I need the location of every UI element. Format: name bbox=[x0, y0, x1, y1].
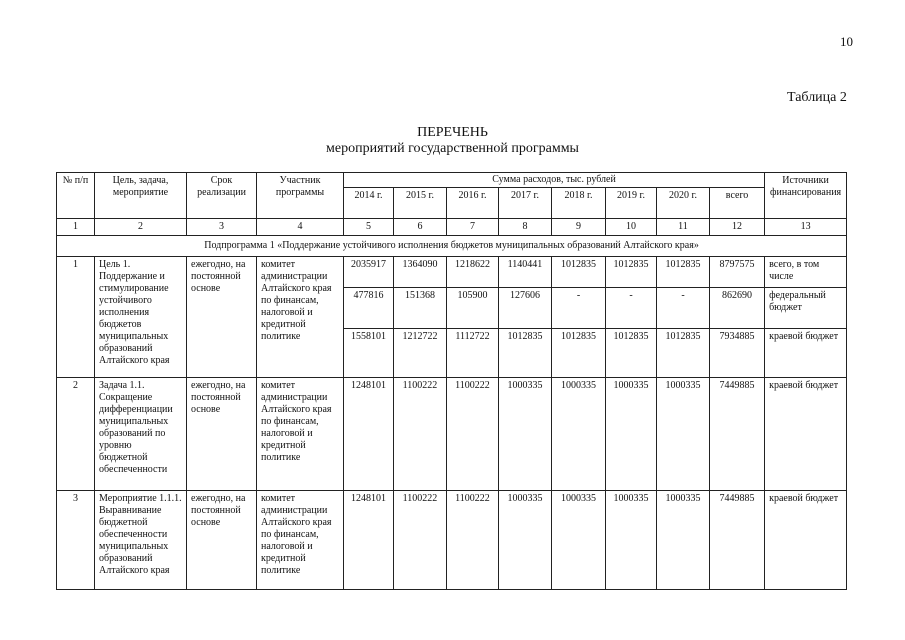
cell-value: 1000335 bbox=[499, 491, 552, 590]
column-number: 8 bbox=[499, 219, 552, 236]
row-num: 1 bbox=[57, 257, 95, 378]
column-number: 5 bbox=[344, 219, 394, 236]
cell-value: 1364090 bbox=[394, 257, 447, 288]
cell-value: 1000335 bbox=[606, 378, 657, 491]
cell-value: 1100222 bbox=[394, 378, 447, 491]
cell-value: 105900 bbox=[447, 288, 499, 329]
cell-value: 1000335 bbox=[552, 378, 606, 491]
row-goal: Задача 1.1. Сокращение дифференциации муниципальных образований по уровню бюджетной обеспеченности bbox=[95, 378, 187, 491]
column-number: 11 bbox=[657, 219, 710, 236]
cell-source: краевой бюджет bbox=[765, 378, 847, 491]
header-year: 2020 г. bbox=[657, 188, 710, 219]
measures-table bbox=[56, 172, 847, 590]
cell-value: 127606 bbox=[499, 288, 552, 329]
cell-value: 1100222 bbox=[447, 491, 499, 590]
row-goal: Цель 1. Поддержание и стимулирование устойчивого исполнения бюджетов муниципальных образований Алтайского края bbox=[95, 257, 187, 378]
cell-value: 1112722 bbox=[447, 329, 499, 378]
cell-source: федеральный бюджет bbox=[765, 288, 847, 329]
table-row bbox=[57, 378, 847, 491]
cell-source: краевой бюджет bbox=[765, 329, 847, 378]
cell-value: 1000335 bbox=[499, 378, 552, 491]
column-number: 9 bbox=[552, 219, 606, 236]
cell-value: 1100222 bbox=[447, 378, 499, 491]
cell-value: 1248101 bbox=[344, 378, 394, 491]
cell-total: 8797575 bbox=[710, 257, 765, 288]
cell-value: 1012835 bbox=[606, 257, 657, 288]
row-participant: комитет администрации Алтайского края по финансам, налоговой и кредитной политике bbox=[257, 491, 344, 590]
page-number: 10 bbox=[840, 34, 853, 49]
row-goal: Мероприятие 1.1.1. Выравнивание бюджетной обеспеченности муниципальных образований Алтайского края bbox=[95, 491, 187, 590]
cell-value: 1212722 bbox=[394, 329, 447, 378]
header-year: 2015 г. bbox=[394, 188, 447, 219]
cell-value: 1012835 bbox=[499, 329, 552, 378]
cell-value: 1012835 bbox=[606, 329, 657, 378]
header-goal: Цель, задача, мероприятие bbox=[95, 173, 187, 219]
row-participant: комитет администрации Алтайского края по финансам, налоговой и кредитной политике bbox=[257, 257, 344, 378]
cell-value: 1000335 bbox=[552, 491, 606, 590]
column-number: 1 bbox=[57, 219, 95, 236]
table-row bbox=[57, 257, 847, 288]
row-term: ежегодно, на постоянной основе bbox=[187, 378, 257, 491]
cell-value: 1218622 bbox=[447, 257, 499, 288]
header-num: № п/п bbox=[57, 173, 95, 219]
header-sum: Сумма расходов, тыс. рублей bbox=[344, 173, 765, 188]
document-subtitle: мероприятий государственной программы bbox=[326, 141, 579, 156]
cell-value: 1100222 bbox=[394, 491, 447, 590]
header-source: Источники финансирования bbox=[765, 173, 847, 219]
cell-total: 7449885 bbox=[710, 491, 765, 590]
column-number: 4 bbox=[257, 219, 344, 236]
cell-value: 1000335 bbox=[657, 491, 710, 590]
row-num: 3 bbox=[57, 491, 95, 590]
cell-value: 1140441 bbox=[499, 257, 552, 288]
column-number: 13 bbox=[765, 219, 847, 236]
cell-total: 7449885 bbox=[710, 378, 765, 491]
header-year: 2018 г. bbox=[552, 188, 606, 219]
row-num: 2 bbox=[57, 378, 95, 491]
header-term: Срок реализации bbox=[187, 173, 257, 219]
cell-value: 151368 bbox=[394, 288, 447, 329]
header-year: 2019 г. bbox=[606, 188, 657, 219]
cell-value: - bbox=[552, 288, 606, 329]
cell-value: - bbox=[657, 288, 710, 329]
cell-value: 1558101 bbox=[344, 329, 394, 378]
cell-value: 477816 bbox=[344, 288, 394, 329]
column-numbers-row bbox=[57, 219, 847, 236]
column-number: 3 bbox=[187, 219, 257, 236]
header-year: 2016 г. bbox=[447, 188, 499, 219]
cell-value: 1000335 bbox=[606, 491, 657, 590]
column-number: 12 bbox=[710, 219, 765, 236]
column-number: 2 bbox=[95, 219, 187, 236]
cell-value: 1000335 bbox=[657, 378, 710, 491]
table-label: Таблица 2 bbox=[787, 90, 847, 105]
column-number: 10 bbox=[606, 219, 657, 236]
cell-total: 862690 bbox=[710, 288, 765, 329]
cell-value: 1012835 bbox=[552, 329, 606, 378]
document-title: ПЕРЕЧЕНЬ bbox=[417, 125, 488, 140]
cell-value: 1012835 bbox=[657, 257, 710, 288]
cell-total: 7934885 bbox=[710, 329, 765, 378]
subprogram-row bbox=[57, 236, 847, 257]
header-total: всего bbox=[710, 188, 765, 219]
cell-source: всего, в том числе bbox=[765, 257, 847, 288]
cell-value: 1012835 bbox=[552, 257, 606, 288]
row-term: ежегодно, на постоянной основе bbox=[187, 257, 257, 378]
table-row bbox=[57, 491, 847, 590]
cell-value: - bbox=[606, 288, 657, 329]
header-participant: Участник программы bbox=[257, 173, 344, 219]
header-year: 2014 г. bbox=[344, 188, 394, 219]
cell-value: 1012835 bbox=[657, 329, 710, 378]
cell-source: краевой бюджет bbox=[765, 491, 847, 590]
column-number: 7 bbox=[447, 219, 499, 236]
subprogram-title: Подпрограмма 1 «Поддержание устойчивого исполнения бюджетов муниципальных образований Алтайского края» bbox=[57, 236, 847, 257]
column-number: 6 bbox=[394, 219, 447, 236]
row-participant: комитет администрации Алтайского края по финансам, налоговой и кредитной политике bbox=[257, 378, 344, 491]
header-year: 2017 г. bbox=[499, 188, 552, 219]
header-row bbox=[57, 173, 847, 188]
row-term: ежегодно, на постоянной основе bbox=[187, 491, 257, 590]
cell-value: 2035917 bbox=[344, 257, 394, 288]
cell-value: 1248101 bbox=[344, 491, 394, 590]
